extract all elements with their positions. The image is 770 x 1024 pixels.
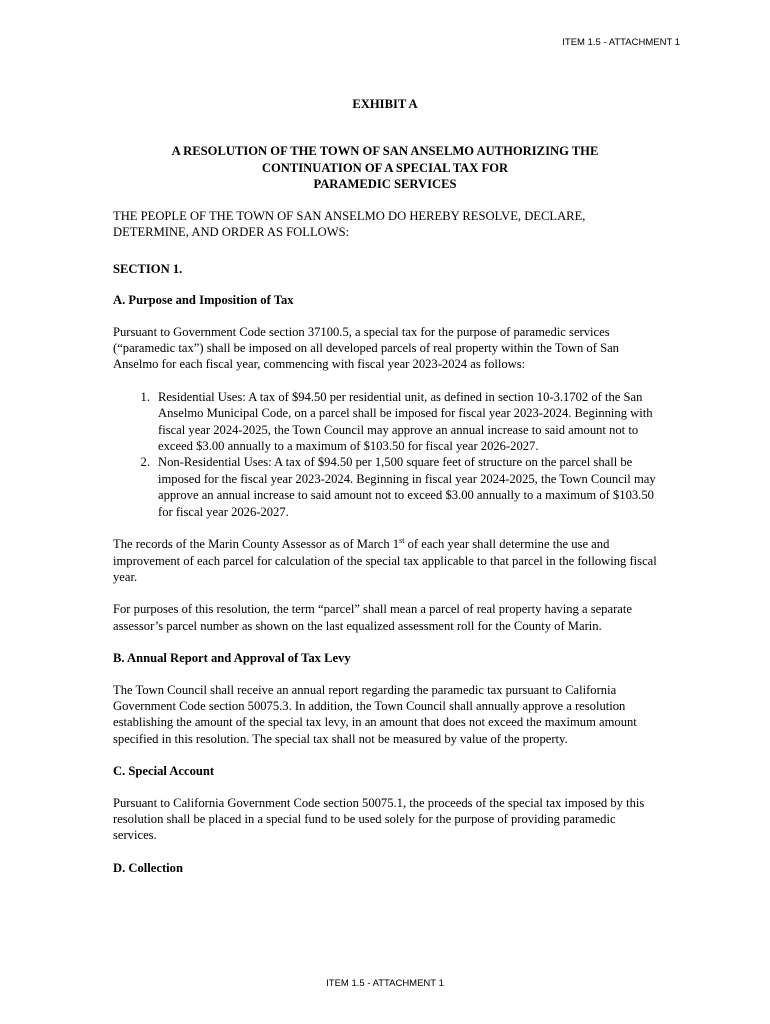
page-footer-label: ITEM 1.5 - ATTACHMENT 1: [326, 978, 444, 989]
part-a-paragraph: Pursuant to Government Code section 37100.5, a special tax for the purpose of paramedic services (“paramedic tax”) shall be imposed on all developed parcels of real property within the Town of San Anselmo for each fiscal year, commencing with fiscal year 2023-2024 as follows:: [113, 324, 619, 372]
list-item-text: Residential Uses: A tax of $94.50 per residential unit, as defined in section 10-3.1702 of the San Anselmo Municipal Code, on a parcel shall be imposed for fiscal year 2023-2024. Beginning with fiscal year 2024-2025, the Town Council may approve an annual increase to said amount not to exceed $3.00 annually to a maximum of $103.50 for fiscal year 2026-2027.: [158, 389, 653, 454]
title-line-1: A RESOLUTION OF THE TOWN OF SAN ANSELMO AUTHORIZING THE: [171, 144, 599, 158]
title-line-3: PARAMEDIC SERVICES: [313, 177, 457, 192]
exhibit-title: EXHIBIT A: [352, 97, 418, 111]
assessor-records-paragraph: [113, 536, 661, 585]
list-item: [113, 389, 661, 455]
resolution-title: [0, 143, 770, 193]
section-1-heading: SECTION 1.: [113, 261, 183, 276]
intro-paragraph: THE PEOPLE OF THE TOWN OF SAN ANSELMO DO HEREBY RESOLVE, DECLARE, DETERMINE, AND ORDER AS FOLLOWS:: [113, 209, 586, 240]
list-item-number: 1.: [140, 389, 150, 404]
records-text-end: of each year shall determine the use and improvement of each parcel for calculation of the special tax applicable to that parcel in the following fiscal year.: [113, 537, 657, 584]
list-item-number: 2.: [140, 455, 150, 470]
part-c-heading: C. Special Account: [113, 764, 215, 779]
document-body: [113, 208, 661, 876]
parcel-definition-paragraph: For purposes of this resolution, the term “parcel” shall mean a parcel of real property having a separate assessor’s parcel number as shown on the last equalized assessment roll for the County of Marin.: [113, 602, 632, 633]
tax-list: [113, 389, 661, 520]
list-item: [113, 454, 661, 520]
list-item-text: Non-Residential Uses: A tax of $94.50 per 1,500 square feet of structure on the parcel shall be imposed for the fiscal year 2023-2024. Beginning in fiscal year 2024-2025, the Town Council may approve an annual increase to said amount not to exceed $3.00 annually to a maximum of $103.50 for fiscal year 2026-2027.: [158, 455, 656, 519]
part-b-paragraph: The Town Council shall receive an annual report regarding the paramedic tax pursuant to California Government Code section 50075.3. In addition, the Town Council shall annually approve a resolution establishing the amount of the special tax levy, in an amount that does not exceed the maximum amount specified in this resolution. The special tax shall not be measured by value of the property.: [113, 682, 637, 746]
records-text-start: The records of the Marin County Assessor as of March 1: [113, 537, 400, 552]
part-c-paragraph: Pursuant to California Government Code section 50075.1, the proceeds of the special tax imposed by this resolution shall be placed in a special fund to be used solely for the purpose of providing paramedic services.: [113, 795, 645, 843]
part-a-heading: A. Purpose and Imposition of Tax: [113, 293, 294, 308]
part-b-heading: B. Annual Report and Approval of Tax Levy: [113, 651, 351, 666]
part-d-heading: D. Collection: [113, 860, 183, 875]
page-header-label: ITEM 1.5 - ATTACHMENT 1: [562, 37, 680, 48]
records-superscript: st: [399, 535, 405, 545]
title-line-2: CONTINUATION OF A SPECIAL TAX FOR: [261, 160, 509, 175]
